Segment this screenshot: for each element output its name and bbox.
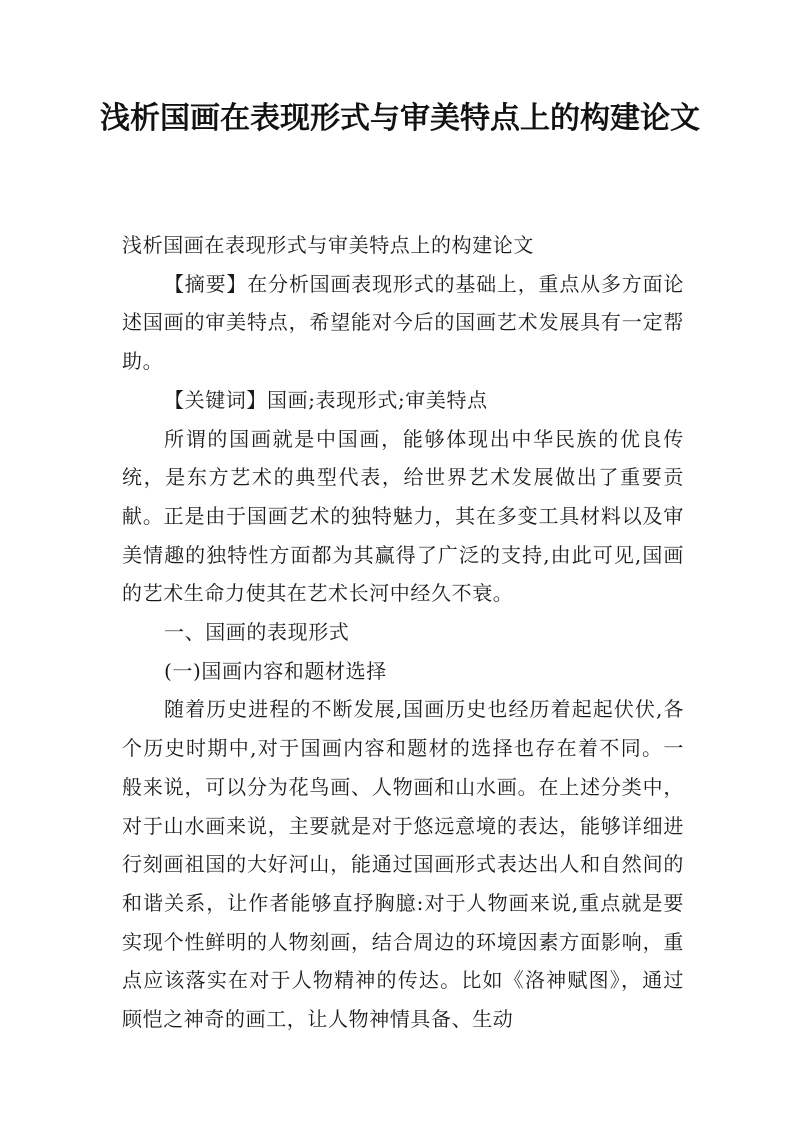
body-paragraph: 浅析国画在表现形式与审美特点上的构建论文 xyxy=(122,233,534,257)
document-title: 浅析国画在表现形式与审美特点上的构建论文 xyxy=(100,101,700,136)
abstract-paragraph: 【摘要】在分析国画表现形式的基础上，重点从多方面论述国画的审美特点，希望能对今后的国画艺术发展具有一定帮助。 xyxy=(122,271,684,374)
section-heading: 一、国画的表现形式 xyxy=(164,620,350,645)
intro-paragraph: 所谓的国画就是中国画，能够体现出中华民族的优良传统，是东方艺术的典型代表，给世界艺术发展做出了重要贡献。正是由于国画艺术的独特魅力，其在多变工具材料以及审美情趣的独特性方面都为其赢得了广泛的支持,由此可见,国画的艺术生命力使其在艺术长河中经久不衰。 xyxy=(122,426,684,606)
keywords-paragraph: 【关键词】国画;表现形式;审美特点 xyxy=(164,387,488,412)
document-body xyxy=(122,226,684,1039)
body-paragraph: 随着历史进程的不断发展,国画历史也经历着起起伏伏,各个历史时期中,对于国画内容和题材的选择也存在着不同。一般来说，可以分为花鸟画、人物画和山水画。在上述分类中，对于山水画来说，主要就是对于悠远意境的表达，能够详细进行刻画祖国的大好河山，能通过国画形式表达出人和自然间的和谐关系，让作者能够直抒胸臆:对于人物画来说,重点就是要实现个性鲜明的人物刻画，结合周边的环境因素方面影响，重点应该落实在对于人物精神的传达。比如《洛神赋图》，通过顾恺之神奇的画工，让人物神情具备、生动 xyxy=(122,697,684,1032)
subsection-heading: (一)国画内容和题材选择 xyxy=(164,658,387,683)
